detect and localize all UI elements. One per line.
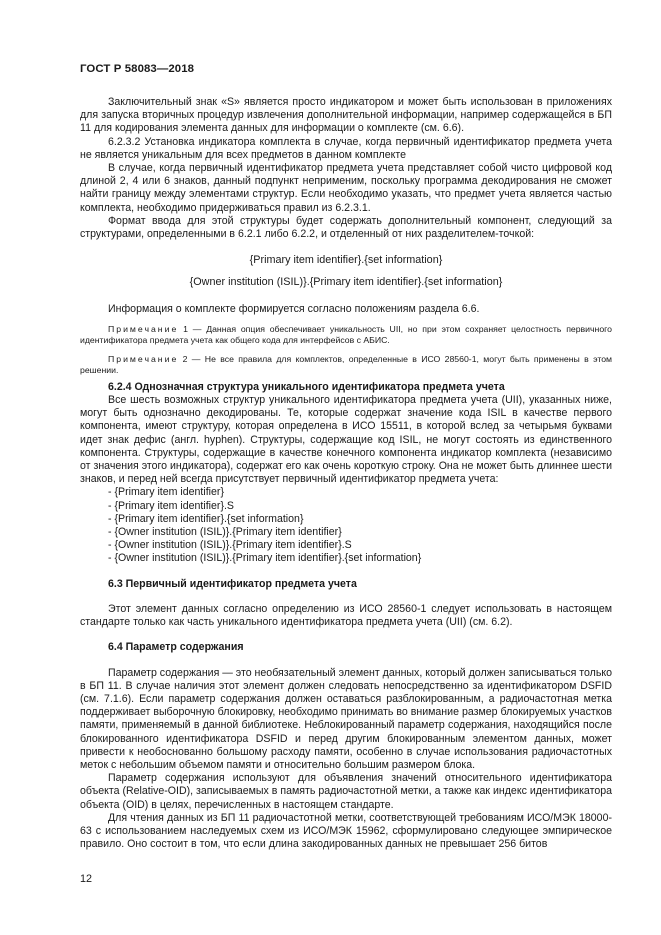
note-text: 2 — Не все правила для комплектов, определенные в ИСО 28560-1, могут быть применены в этом решении. xyxy=(80,353,612,375)
running-header: ГОСТ Р 58083—2018 xyxy=(80,63,195,75)
list-item: - {Primary item identifier}.{set information} xyxy=(108,512,304,525)
list-item: - {Primary item identifier}.S xyxy=(108,499,234,512)
note-label: Примечание xyxy=(108,353,179,364)
page-body xyxy=(80,96,612,851)
list-item: - {Owner institution (ISIL)}.{Primary item identifier} xyxy=(108,526,342,539)
paragraph: Этот элемент данных согласно определению из ИСО 28560-1 следует использовать в настоящем стандарте только как часть уникального идентификатора предмета учета (UII) (см. 6.2). xyxy=(80,602,612,629)
structure-list xyxy=(80,486,612,565)
section-heading-6-3: 6.3 Первичный идентификатор предмета учета xyxy=(108,577,357,590)
paragraph: Параметр содержания — это необязательный элемент данных, который должен записываться только в БП 11. В случае наличия этот элемент должен следовать непосредственно за идентификатором DSFID (см. 7.1.6). Если параметр содержания должен оставаться разблокированным, а радиочастотная метка поддерживает выборочную блокировку, необходимо принимать во внимание размер блокируемых участков памяти, применяемый в данной библиотеке. Неблокированный параметр содержания, находящийся после блокированного идентификатора DSFID и перед другим блокированным элементом данных, может привести к необоснованно большому расходу памяти, особенно в случае использования радиочастотных меток с небольшим объемом памяти и относительно большим размером блока. xyxy=(80,666,612,771)
list-item: - {Primary item identifier} xyxy=(108,486,224,499)
paragraph: Заключительный знак «S» является просто индикатором и может быть использован в приложениях для запуска вторичных процедур извлечения дополнительной информации, например содержащейся в БП 11 для кодирования элемента данных для информации о комплекте (см. 6.6). xyxy=(80,96,612,135)
paragraph: Формат ввода для этой структуры будет содержать дополнительный компонент, следующий за структурами, определенными в 6.2.1 либо 6.2.2, и отделенный от них разделителем-точкой: xyxy=(80,214,612,241)
paragraph: Все шесть возможных структур уникального идентификатора предмета учета (UII), указанных ниже, могут быть однозначно декодированы. Те, которые содержат значение кода ISIL в качестве первого компонента, имеют структуру, которая определена в ИСО 15511, в которой вслед за четырьмя буквами идет знак дефис (англ. hyphen). Структуры, содержащие код ISIL, не могут состоять из единственного компонента. Структуры, содержащие в качестве конечного компонента индикатор комплекта (независимо от значения этого индикатора), содержат его как очень короткую строку. Она не может быть длиннее шести знаков, и перед ней всегда присутствует первичный идентификатор предмета учета: xyxy=(80,394,612,486)
paragraph: Для чтения данных из БП 11 радиочастотной метки, соответствующей требованиям ИСО/МЭК 18000-63 с использованием наследуемых схем из ИСО/МЭК 15962, сформулировано следующее эмпирическое правило. Оно состоит в том, что если длина закодированных данных не превышает 256 битов xyxy=(80,811,612,851)
note-1 xyxy=(80,324,612,346)
paragraph: Информация о комплекте формируется согласно положениям раздела 6.6. xyxy=(108,302,480,315)
subclause-6-2-3-2: 6.2.3.2 Установка индикатора комплекта в случае, когда первичный идентификатор предмета учета не является уникальным для всех предметов в данном комплекте xyxy=(80,135,612,161)
paragraph: Параметр содержания используют для объявления значений относительного идентификатора объекта (Relative-OID), записываемых в память радиочастотной метки, а также как индекс идентификатора объекта (OID) в целях, перечисленных в настоящем стандарте. xyxy=(80,772,612,811)
paragraph: В случае, когда первичный идентификатор предмета учета представляет собой чисто цифровой код длиной 2, 4 или 6 знаков, данный подпункт неприменим, поскольку программа декодирования не сможет найти границу между элементами структур. Если необходимо указать, что предмет учета является частью комплекта, необходимо придерживаться правил из 6.2.3.1. xyxy=(80,162,612,214)
note-2 xyxy=(80,354,612,376)
page-number: 12 xyxy=(80,873,93,885)
format-line-1: {Primary item identifier}.{set information} xyxy=(249,254,443,267)
format-line-2: {Owner institution (ISIL)}.{Primary item identifier}.{set information} xyxy=(189,276,503,289)
note-label: Примечание xyxy=(108,323,179,334)
note-text: 1 — Данная опция обеспечивает уникальность UII, но при этом сохраняет целостность первичного идентификатора предмета учета как общего кода для интерфейсов с АБИС. xyxy=(80,323,612,345)
list-item: - {Owner institution (ISIL)}.{Primary item identifier}.{set information} xyxy=(108,552,422,565)
section-heading-6-2-4: 6.2.4 Однозначная структура уникального идентификатора предмета учета xyxy=(108,380,505,393)
list-item: - {Owner institution (ISIL)}.{Primary item identifier}.S xyxy=(108,539,352,552)
section-heading-6-4: 6.4 Параметр содержания xyxy=(108,641,244,654)
